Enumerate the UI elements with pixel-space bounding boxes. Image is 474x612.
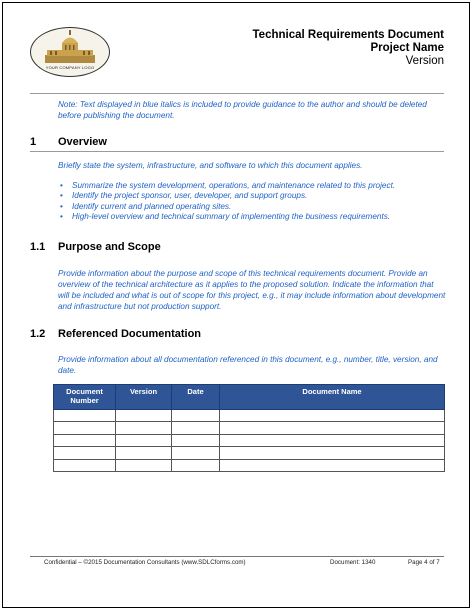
- table-cell[interactable]: [172, 434, 220, 446]
- footer-page-number: Page 4 of 7: [408, 559, 440, 566]
- table-header-row: [54, 385, 445, 410]
- section-number: 1.1: [30, 241, 46, 253]
- section-number: 1: [30, 136, 37, 148]
- table-cell[interactable]: [54, 459, 116, 471]
- section-title: Referenced Documentation: [58, 328, 202, 340]
- column-header-document-name: Document Name: [220, 385, 445, 410]
- table-cell[interactable]: [220, 422, 445, 434]
- table-cell[interactable]: [54, 434, 116, 446]
- section-title: Overview: [58, 136, 107, 148]
- table-row: [54, 434, 445, 446]
- list-item: • Summarize the system development, operations, and maintenance related to this project.: [58, 181, 395, 191]
- header-divider: [30, 93, 444, 94]
- column-header-version: Version: [116, 385, 172, 410]
- section-heading-purpose: [30, 241, 161, 253]
- section-number: 1.2: [30, 328, 46, 340]
- list-item: • Identify the project sponsor, user, developer, and support groups.: [58, 191, 395, 201]
- table-cell[interactable]: [116, 459, 172, 471]
- section-divider: [30, 151, 444, 152]
- footer-confidential: Confidential – ©2015 Documentation Consultants (www.SDLCforms.com): [44, 559, 246, 566]
- guidance-note: Note: Text displayed in blue italics is included to provide guidance to the author and should be deleted before publishing the document.: [58, 100, 427, 120]
- table-cell[interactable]: [54, 422, 116, 434]
- table-cell[interactable]: [54, 410, 116, 422]
- table-cell[interactable]: [116, 434, 172, 446]
- table-cell[interactable]: [220, 459, 445, 471]
- list-item: • High-level overview and technical summary of implementing the business requirements.: [58, 212, 395, 222]
- section-heading-overview: [30, 136, 107, 148]
- document-title: Technical Requirements Document: [252, 29, 444, 41]
- column-header-document-number: Document Number: [54, 385, 116, 410]
- footer-document-number: Document: 1340: [330, 559, 376, 566]
- table-row: [54, 410, 445, 422]
- table-cell[interactable]: [116, 447, 172, 459]
- table-cell[interactable]: [172, 422, 220, 434]
- table-row: [54, 459, 445, 471]
- table-cell[interactable]: [54, 447, 116, 459]
- purpose-text: Provide information about the purpose and scope of this technical requirements document. Provide an overview of the technical architecture as it applies to the proposed solution. Indicate the information that will be included and what is out of scope for this project, e.g., it may include information about development and infrastructure but not production support.: [58, 269, 446, 311]
- column-header-date: Date: [172, 385, 220, 410]
- logo-caption: YOUR COMPANY LOGO: [45, 65, 95, 70]
- table-cell[interactable]: [116, 422, 172, 434]
- company-logo: [30, 27, 110, 77]
- referenced-text: Provide information about all documentation referenced in this document, e.g., number, title, version, and date.: [58, 355, 438, 375]
- list-item: • Identify current and planned operating sites.: [58, 202, 395, 212]
- table-cell[interactable]: [172, 447, 220, 459]
- table-cell[interactable]: [116, 410, 172, 422]
- document-version: Version: [405, 55, 444, 67]
- table-cell[interactable]: [172, 410, 220, 422]
- section-heading-referenced: [30, 328, 201, 340]
- table-cell[interactable]: [220, 434, 445, 446]
- section-title: Purpose and Scope: [58, 241, 161, 253]
- table-cell[interactable]: [172, 459, 220, 471]
- referenced-documentation-table: [53, 384, 445, 472]
- table-cell[interactable]: [220, 447, 445, 459]
- table-row: [54, 422, 445, 434]
- table-row: [54, 447, 445, 459]
- project-name: Project Name: [370, 42, 444, 54]
- overview-bullet-list: [58, 181, 395, 223]
- table-cell[interactable]: [220, 410, 445, 422]
- overview-intro: Briefly state the system, infrastructure, and software to which this document applies.: [58, 161, 363, 170]
